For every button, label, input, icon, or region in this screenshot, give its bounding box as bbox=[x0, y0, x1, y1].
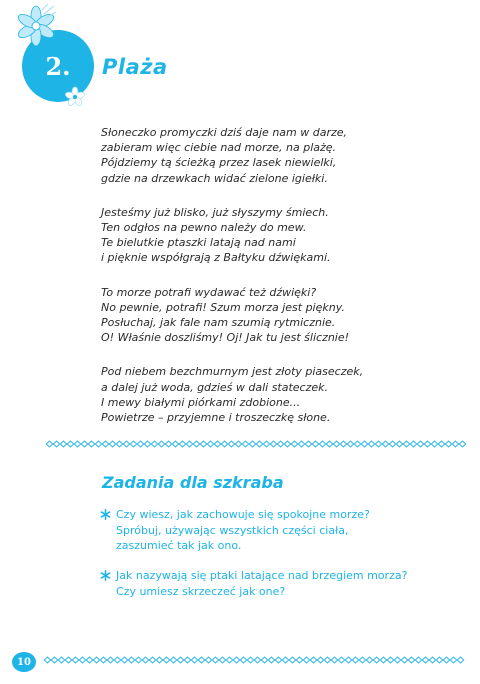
snowflake-bullet-icon bbox=[100, 509, 111, 520]
page-number: 10 bbox=[12, 652, 36, 672]
chapter-number: 2. bbox=[45, 51, 71, 81]
task-line: Czy umiesz skrzeczeć jak one? bbox=[116, 584, 286, 598]
poem-line: Pod niebem bezchmurnym jest złoty piaseczek, bbox=[101, 365, 364, 379]
tasks-heading: Zadania dla szkraba bbox=[102, 473, 284, 492]
poem-line: gdzie na drzewkach widać zielone igiełki. bbox=[101, 171, 328, 185]
flower-icon bbox=[64, 86, 86, 108]
poem-line: Jesteśmy już blisko, już słyszymy śmiech. bbox=[101, 205, 329, 219]
chapter-title: Plaża bbox=[102, 55, 168, 79]
poem-line: i pięknie współgrają z Bałtyku dźwiękami. bbox=[101, 251, 331, 265]
poem-line: No pewnie, potrafi! Szum morza jest piękny. bbox=[101, 300, 345, 314]
task-line: Spróbuj, używając wszystkich części ciała, bbox=[116, 523, 349, 537]
diamond-chain-divider bbox=[44, 656, 466, 664]
poem-line: a dalej już woda, gdzieś w dali stateczek. bbox=[101, 380, 329, 394]
poem-stanza bbox=[101, 125, 421, 186]
task-line: Jak nazywają się ptaki latające nad brzegiem morza? bbox=[116, 569, 408, 582]
task-line: zaszumieć tak jak ono. bbox=[116, 539, 242, 552]
flower-icon bbox=[14, 4, 58, 48]
poem-line: Posłuchaj, jak fale nam szumią rytmicznie. bbox=[101, 316, 336, 330]
poem-line: Powietrze – przyjemne i troszeczkę słone. bbox=[101, 411, 331, 425]
task-item bbox=[100, 507, 440, 554]
task-text bbox=[116, 568, 440, 599]
poem bbox=[101, 125, 421, 444]
poem-line: Pójdziemy tą ścieżką przez lasek niewielki, bbox=[101, 156, 337, 170]
poem-stanza bbox=[101, 285, 421, 346]
poem-line: To morze potrafi wydawać też dźwięki? bbox=[101, 285, 317, 299]
poem-stanza bbox=[101, 364, 421, 425]
poem-line: Słoneczko promyczki dziś daje nam w darze, bbox=[101, 126, 348, 139]
diamond-chain-divider bbox=[46, 440, 466, 448]
poem-stanza bbox=[101, 205, 421, 266]
poem-line: Ten odgłos na pewno należy do mew. bbox=[101, 221, 307, 235]
poem-line: Te bielutkie ptaszki latają nad nami bbox=[101, 236, 296, 250]
task-item bbox=[100, 568, 440, 599]
poem-line: zabieram więc ciebie nad morze, na plażę. bbox=[101, 141, 337, 155]
snowflake-bullet-icon bbox=[100, 570, 111, 581]
task-line: Czy wiesz, jak zachowuje się spokojne morze? bbox=[116, 508, 370, 521]
poem-line: I mewy białymi piórkami zdobione... bbox=[101, 395, 301, 409]
poem-line: O! Właśnie doszliśmy! Oj! Jak tu jest ślicznie! bbox=[101, 331, 350, 345]
task-text bbox=[116, 507, 440, 554]
